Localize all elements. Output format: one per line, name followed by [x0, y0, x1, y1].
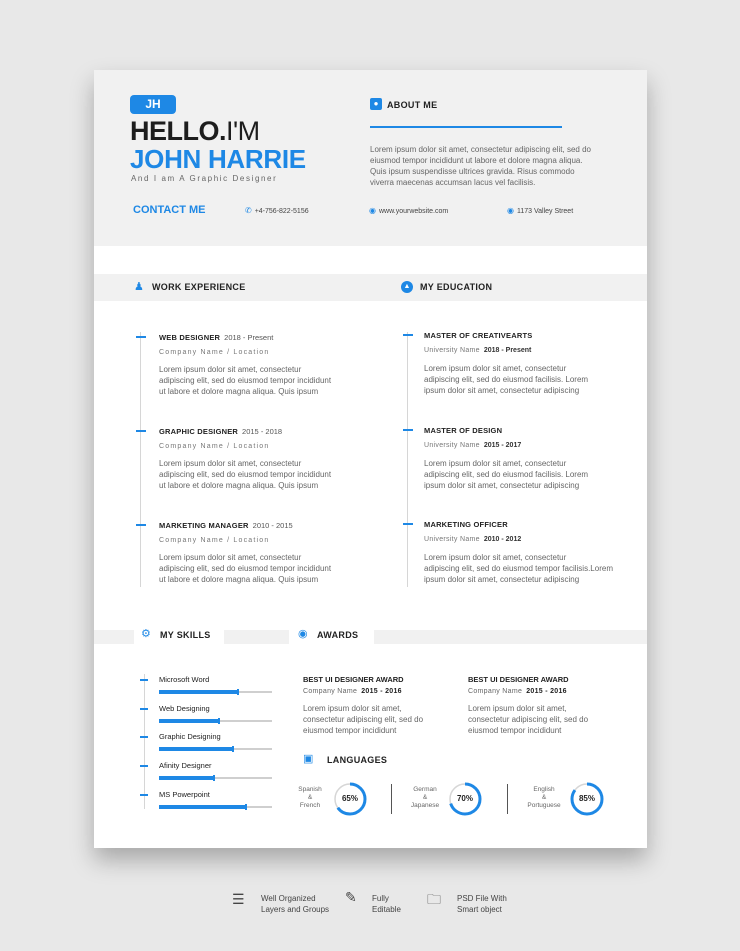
skills-title: MY SKILLS	[160, 630, 211, 640]
feature-line: Fully	[372, 894, 389, 903]
degree-line: Lorem ipsum dolor sit amet, consectetur	[424, 459, 567, 468]
job-line: Lorem ipsum dolor sit amet, consectetur	[159, 459, 302, 468]
award-company	[468, 688, 588, 695]
job-company: Company Name / Location	[159, 537, 270, 544]
language-name-line: Portuguese	[527, 802, 561, 809]
awards-title: AWARDS	[317, 630, 359, 640]
work-item	[159, 333, 331, 397]
language-percent: 70%	[456, 794, 473, 803]
degree-title: MASTER OF CREATIVEARTS	[424, 331, 533, 340]
skill-tick	[140, 765, 148, 767]
award-item	[468, 675, 588, 736]
phone-contact[interactable]	[245, 206, 309, 215]
degree-school	[424, 347, 588, 354]
skill-bar-knob	[213, 775, 215, 781]
language-divider	[391, 784, 392, 814]
briefcase-icon: ♟	[134, 281, 144, 293]
timeline-tick	[136, 524, 146, 526]
language-divider	[507, 784, 508, 814]
degree-line: Lorem ipsum dolor sit amet, consectetur	[424, 364, 567, 373]
language-name-line: French	[299, 802, 321, 809]
skill-bar-fill	[159, 690, 237, 694]
school-name: University Name	[424, 442, 480, 449]
award-description	[468, 703, 588, 736]
skill-bar-track	[159, 748, 272, 750]
language-name	[524, 786, 564, 810]
contact-title: CONTACT ME	[133, 204, 206, 216]
work-title: WORK EXPERIENCE	[152, 282, 246, 292]
about-line: Lorem ipsum dolor sit amet, consectetur adipiscing elit, sed do	[370, 145, 591, 154]
website-contact[interactable]	[369, 206, 448, 215]
skill-label: Microsoft Word	[159, 675, 210, 684]
job-title	[159, 427, 331, 436]
award-description	[303, 703, 423, 736]
language-ring	[570, 782, 604, 821]
job-years: 2015 - 2018	[242, 427, 283, 436]
award-title: BEST UI DESIGNER AWARD	[303, 675, 404, 684]
initials-badge: JH	[130, 95, 176, 114]
language-name-line: Spanish	[298, 786, 322, 793]
greeting-word: HELLO.	[130, 116, 226, 146]
language-name-line: &	[541, 794, 547, 801]
skill-bar-fill	[159, 776, 213, 780]
degree-years: 2010 - 2012	[483, 536, 522, 543]
job-years: 2010 - 2015	[252, 521, 293, 530]
degree-line: adipiscing elit, sed do eiusmod facilisis. Lorem	[424, 470, 589, 479]
gear-icon: ⚙	[141, 628, 151, 640]
language-name-line: &	[307, 794, 313, 801]
skill-label: Afinity Designer	[159, 761, 212, 770]
about-line: eiusmod tempor incididunt ut labore et dolore magna aliqua.	[370, 156, 583, 165]
education-timeline	[407, 332, 408, 587]
degree-description	[424, 363, 588, 396]
job-company: Company Name / Location	[159, 443, 270, 450]
award-years: 2015 - 2016	[526, 688, 567, 695]
skills-timeline	[144, 674, 145, 809]
education-item	[424, 426, 588, 491]
degree-line: adipiscing elit, sed do eiusmod tempor facilisis.Lorem	[424, 564, 613, 573]
degree-title: MASTER OF DESIGN	[424, 426, 503, 435]
timeline-tick	[403, 334, 413, 336]
job-title	[159, 521, 331, 530]
job-line: Lorem ipsum dolor sit amet, consectetur	[159, 553, 302, 562]
skill-bar-track	[159, 720, 272, 722]
job-line: adipiscing elit, sed do eiusmod tempor incididunt	[159, 564, 332, 573]
languages-title: LANGUAGES	[327, 755, 388, 765]
job-company: Company Name / Location	[159, 349, 270, 356]
language-ring	[448, 782, 482, 821]
language-name-line: German	[413, 786, 437, 793]
feature-line: Smart object	[457, 905, 502, 914]
school-name: University Name	[424, 347, 480, 354]
timeline-tick	[403, 523, 413, 525]
about-title: ABOUT ME	[387, 100, 438, 110]
about-underline	[370, 126, 562, 128]
award-line: eiusmod tempor incididunt	[303, 726, 397, 735]
job-description	[159, 458, 331, 491]
location-icon: ◉	[507, 206, 514, 215]
skill-tick	[140, 736, 148, 738]
skill-tick	[140, 794, 148, 796]
language-name-line: Japanese	[410, 802, 440, 809]
folder-icon: 🗀	[427, 891, 441, 907]
edit-icon: ✎	[345, 889, 357, 905]
phone-icon: ✆	[245, 206, 252, 215]
chat-icon: ▣	[303, 753, 314, 765]
language-ring	[333, 782, 367, 821]
job-description	[159, 364, 331, 397]
skill-bar-fill	[159, 747, 232, 751]
timeline-tick	[136, 430, 146, 432]
job-description	[159, 552, 331, 585]
award-company	[303, 688, 423, 695]
skill-bar-knob	[245, 804, 247, 810]
job-line: ut labore et dolore magna aliqua. Quis ipsum	[159, 481, 319, 490]
degree-line: ipsum dolor sit amet, consectetur adipiscing	[424, 575, 580, 584]
job-line: ut labore et dolore magna aliqua. Quis ipsum	[159, 575, 319, 584]
phone-text: +4-756-822-5156	[254, 208, 309, 215]
education-item	[424, 331, 588, 396]
layers-icon: ☰	[232, 891, 245, 907]
award-line: eiusmod tempor incididunt	[468, 726, 562, 735]
address-contact[interactable]	[507, 206, 573, 215]
skill-bar-fill	[159, 719, 218, 723]
language-percent: 65%	[341, 794, 358, 803]
degree-line: ipsum dolor sit amet, consectetur adipiscing	[424, 481, 580, 490]
award-company-name: Company Name	[468, 688, 523, 695]
skill-tick	[140, 679, 148, 681]
work-item	[159, 427, 331, 491]
school-name: University Name	[424, 536, 480, 543]
address-text: 1173 Valley Street	[516, 208, 574, 215]
skill-bar-knob	[232, 746, 234, 752]
language-name-line: English	[533, 786, 555, 793]
feature-layers	[261, 893, 329, 915]
job-line: adipiscing elit, sed do eiusmod tempor incididunt	[159, 376, 332, 385]
greeting-tail: I'M	[226, 116, 260, 146]
award-line: Lorem ipsum dolor sit amet,	[303, 704, 402, 713]
skill-bar-track	[159, 806, 272, 808]
skill-label: Web Designing	[159, 704, 210, 713]
feature-psd	[457, 893, 507, 915]
feature-line: Well Organized	[261, 894, 316, 903]
language-percent: 85%	[578, 794, 595, 803]
website-text: www.yourwebsite.com	[378, 208, 449, 215]
skill-label: Graphic Designing	[159, 732, 221, 741]
award-item	[303, 675, 423, 736]
degree-school	[424, 536, 613, 543]
skill-bar-track	[159, 691, 272, 693]
candidate-role: And I am A Graphic Designer	[131, 174, 278, 183]
degree-description	[424, 552, 613, 585]
graduation-cap-icon: ▲	[401, 281, 413, 293]
degree-school	[424, 442, 588, 449]
timeline-tick	[136, 336, 146, 338]
degree-title: MARKETING OFFICER	[424, 520, 508, 529]
feature-line: Editable	[372, 905, 401, 914]
job-title-text: GRAPHIC DESIGNER	[159, 427, 239, 436]
award-years: 2015 - 2016	[361, 688, 402, 695]
skill-tick	[140, 708, 148, 710]
degree-years: 2015 - 2017	[483, 442, 522, 449]
degree-line: adipiscing elit, sed do eiusmod facilisis. Lorem	[424, 375, 589, 384]
education-item	[424, 520, 613, 585]
job-years: 2018 - Present	[224, 333, 274, 342]
job-title	[159, 333, 331, 342]
about-line: Quis ipsum suspendisse ultrices gravida. Risus commodo	[370, 167, 575, 176]
feature-editable	[372, 893, 401, 915]
skill-bar-track	[159, 777, 272, 779]
award-company-name: Company Name	[303, 688, 358, 695]
work-timeline	[140, 332, 141, 587]
award-line: Lorem ipsum dolor sit amet,	[468, 704, 567, 713]
about-text	[370, 144, 630, 188]
job-title-text: MARKETING MANAGER	[159, 521, 249, 530]
work-item	[159, 521, 331, 585]
award-line: consectetur adipiscing elit, sed do	[303, 715, 424, 724]
greeting	[130, 116, 260, 147]
resume-page	[94, 70, 647, 848]
job-title-text: WEB DESIGNER	[159, 333, 221, 342]
globe-icon: ◉	[369, 206, 376, 215]
language-name	[290, 786, 330, 810]
language-name-line: &	[422, 794, 428, 801]
degree-line: Lorem ipsum dolor sit amet, consectetur	[424, 553, 567, 562]
job-line: ut labore et dolore magna aliqua. Quis ipsum	[159, 387, 319, 396]
education-title: MY EDUCATION	[420, 282, 493, 292]
skill-bar-knob	[218, 718, 220, 724]
award-line: consectetur adipiscing elit, sed do	[468, 715, 589, 724]
skill-bar-knob	[237, 689, 239, 695]
degree-description	[424, 458, 588, 491]
language-name	[405, 786, 445, 810]
award-icon: ◉	[298, 628, 308, 640]
award-title: BEST UI DESIGNER AWARD	[468, 675, 569, 684]
user-icon: ●	[370, 98, 382, 110]
degree-line: ipsum dolor sit amet, consectetur adipiscing	[424, 386, 580, 395]
candidate-name: JOHN HARRIE	[130, 144, 306, 174]
feature-line: PSD File With	[457, 894, 507, 903]
feature-line: Layers and Groups	[261, 905, 330, 914]
degree-years: 2018 - Present	[483, 347, 532, 354]
about-line: viverra maecenas accumsan lacus vel facilisis.	[370, 178, 536, 187]
job-line: adipiscing elit, sed do eiusmod tempor incididunt	[159, 470, 332, 479]
skill-label: MS Powerpoint	[159, 790, 210, 799]
job-line: Lorem ipsum dolor sit amet, consectetur	[159, 365, 302, 374]
timeline-tick	[403, 429, 413, 431]
skill-bar-fill	[159, 805, 245, 809]
